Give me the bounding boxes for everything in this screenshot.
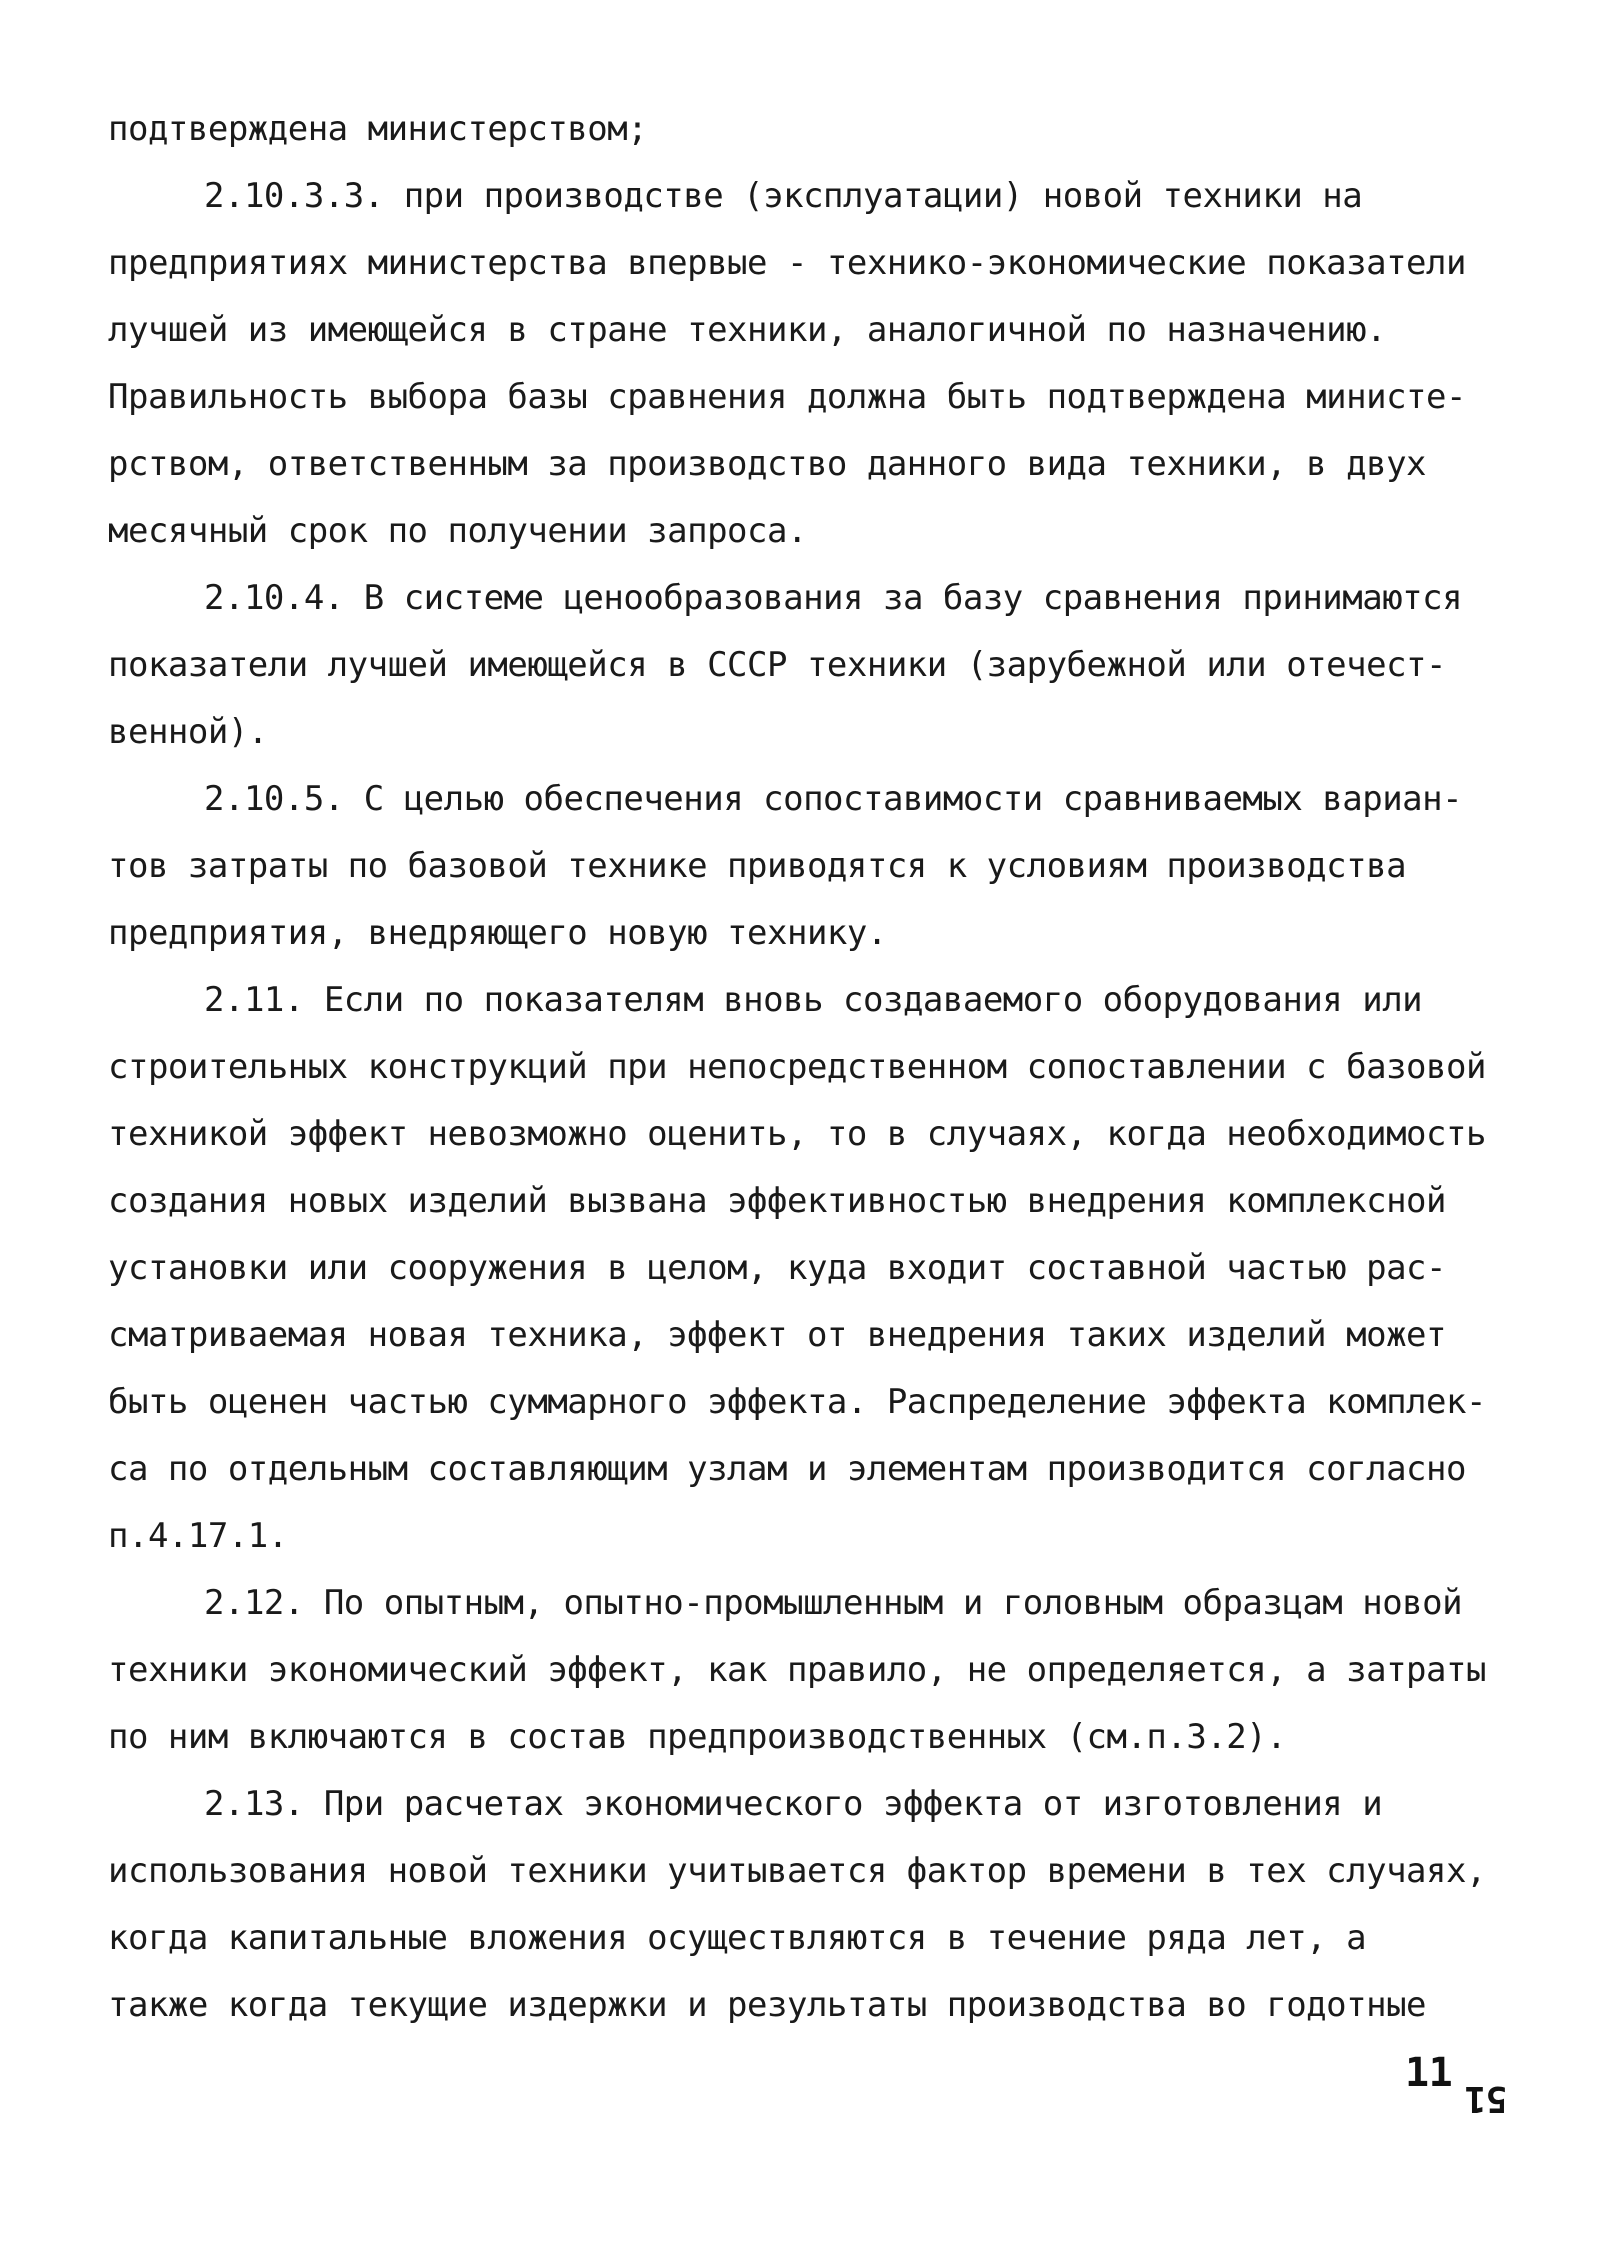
text-line: показатели лучшей имеющейся в СССР техники (зарубежной или отечест- [108, 645, 1446, 685]
text-line: подтверждена министерством; [108, 109, 648, 149]
text-line: предприятия, внедряющего новую технику. [108, 913, 887, 953]
text-line: Правильность выбора базы сравнения должна быть подтверждена министе- [108, 377, 1466, 417]
text-line: рством, ответственным за производство данного вида техники, в двух [108, 444, 1427, 484]
text-line: месячный срок по получении запроса. [108, 511, 807, 551]
text-line: п.4.17.1. [108, 1516, 288, 1556]
text-line: лучшей из имеющейся в стране техники, аналогичной по назначению. [108, 310, 1387, 350]
text-line: также когда текущие издержки и результаты производства во годотные [108, 1985, 1427, 2025]
body-text [108, 96, 1538, 2039]
text-line: по ним включаются в состав предпроизводственных (см.п.3.2). [108, 1717, 1287, 1757]
text-line: 2.12. По опытным, опытно-промышленным и головным образцам новой [204, 1583, 1463, 1623]
text-line: техники экономический эффект, как правило, не определяется, а затраты [108, 1650, 1486, 1690]
text-line: сматриваемая новая техника, эффект от внедрения таких изделий может [108, 1315, 1446, 1355]
text-line: 2.11. Если по показателям вновь создаваемого оборудования или [204, 980, 1423, 1020]
stamp-page-number: 51 [1465, 2078, 1508, 2119]
text-line: са по отдельным составляющим узлам и элементам производится согласно [108, 1449, 1466, 1489]
text-line: 2.10.5. С целью обеспечения сопоставимости сравниваемых вариан- [204, 779, 1463, 819]
text-line: когда капитальные вложения осуществляются в течение ряда лет, а [108, 1918, 1367, 1958]
text-line: быть оценен частью суммарного эффекта. Распределение эффекта комплек- [108, 1382, 1486, 1422]
text-line: 2.10.4. В системе ценообразования за базу сравнения принимаются [204, 578, 1463, 618]
page-number: 11 [1405, 2050, 1453, 2096]
text-line: тов затраты по базовой технике приводятся к условиям производства [108, 846, 1407, 886]
text-line: строительных конструкций при непосредственном сопоставлении с базовой [108, 1047, 1486, 1087]
text-line: создания новых изделий вызвана эффективностью внедрения комплексной [108, 1181, 1446, 1221]
text-line: предприятиях министерства впервые - технико-экономические показатели [108, 243, 1466, 283]
text-line: 2.13. При расчетах экономического эффекта от изготовления и [204, 1784, 1383, 1824]
text-line: установки или сооружения в целом, куда входит составной частью рас- [108, 1248, 1446, 1288]
text-line: 2.10.3.3. при производстве (эксплуатации) новой техники на [204, 176, 1363, 216]
text-line: венной). [108, 712, 268, 752]
text-line: техникой эффект невозможно оценить, то в случаях, когда необходимость [108, 1114, 1486, 1154]
text-line: использования новой техники учитывается фактор времени в тех случаях, [108, 1851, 1486, 1891]
